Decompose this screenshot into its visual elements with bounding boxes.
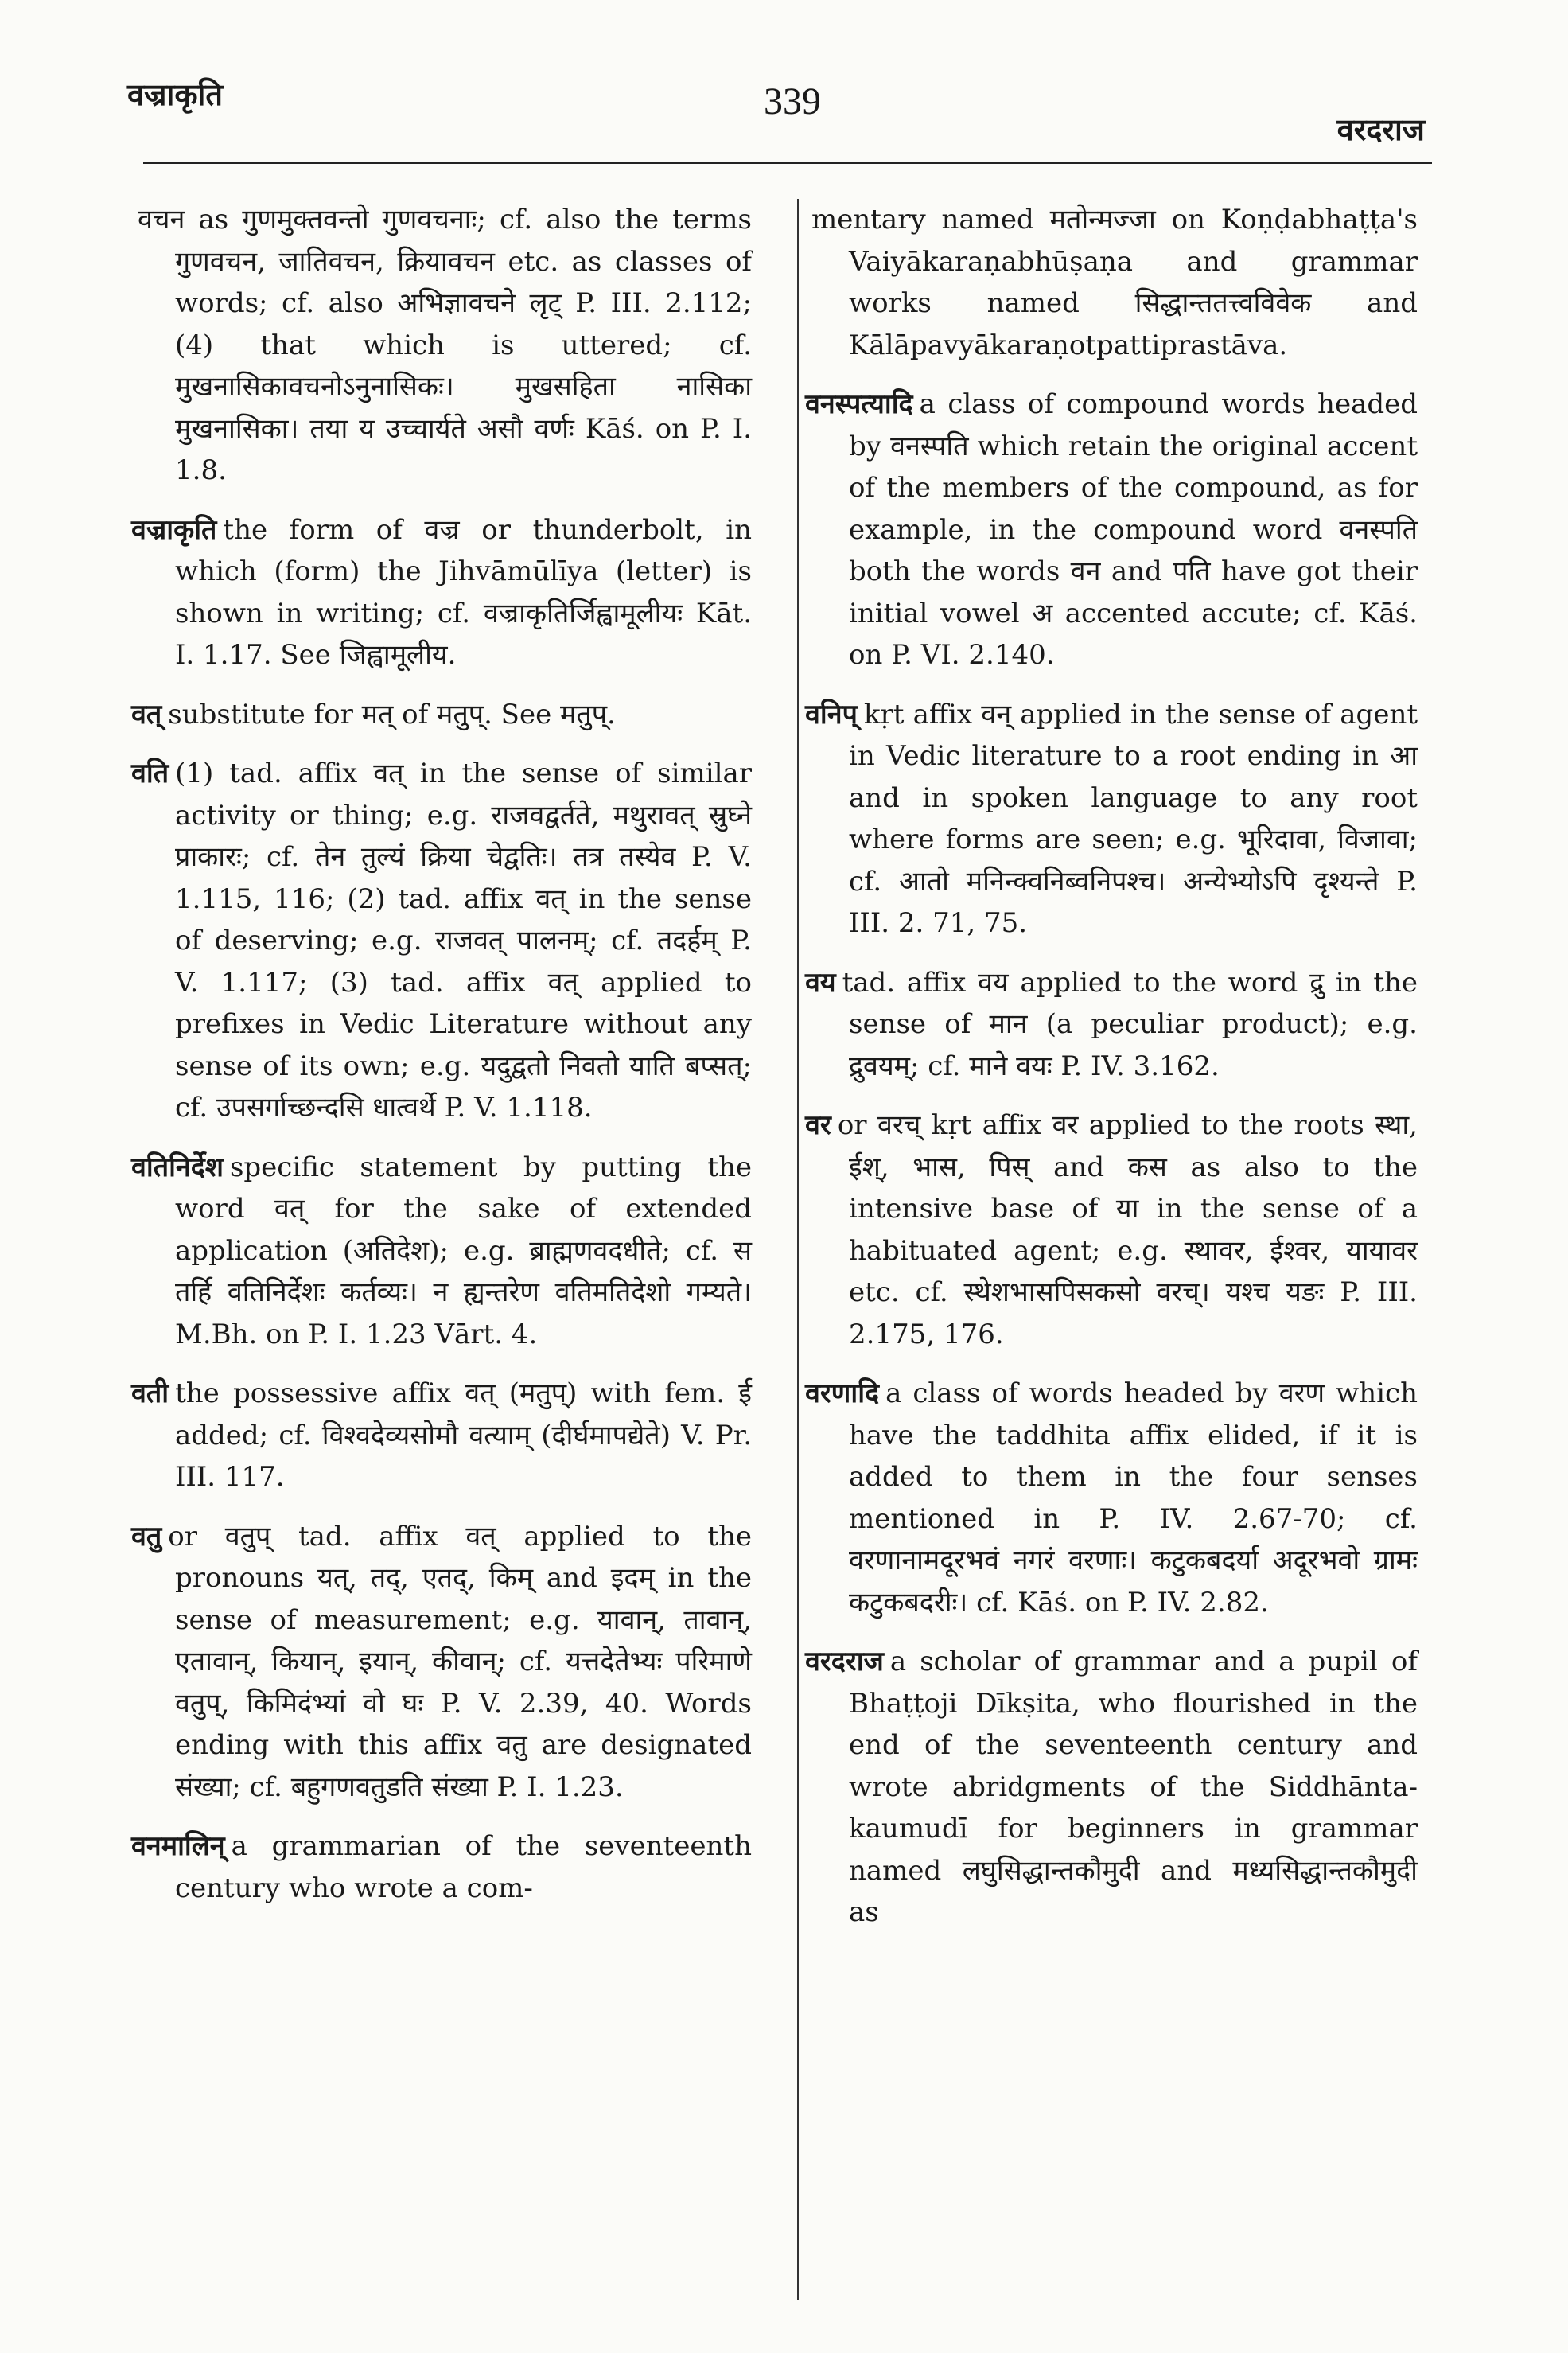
dictionary-entry (131, 199, 752, 492)
entry-text: mentary named मतोन्मज्जा on Koṇḍabhaṭṭa's Vaiyākaraṇabhūṣaṇa and grammar works named सिद्धान्ततत्त्वविवेक and Kālāpavyākaraṇotpattiprastāva. (811, 204, 1418, 361)
entry-text: or वरच् kṛt affix वर applied to the roots स्था, ईश्, भास, पिस् and कस as also to the intensive base of या in the sense of a habituated agent; e.g. स्थावर, ईश्वर, यायावर etc. cf. स्थेशभासपिसकसो वरच्। यश्च यङः P. III. 2.175, 176. (837, 1109, 1418, 1350)
entry-headword: वनस्पत्यादि (805, 388, 913, 420)
right-column (805, 199, 1418, 1951)
dictionary-entry (131, 1373, 752, 1498)
dictionary-entry (131, 1516, 752, 1809)
dictionary-entry (805, 1641, 1418, 1934)
dictionary-entry (805, 199, 1418, 366)
entry-text: (1) tad. affix वत् in the sense of similar activity or thing; e.g. राजवद्वर्तते, मथुरावत् स्रुघ्ने प्राकारः; cf. तेन तुल्यं क्रिया चेद्वतिः। तत्र तस्येव P. V. 1.115, 116; (2) tad. affix वत् in the sense of deserving; e.g. राजवत् पालनम्; cf. तदर्हम् P. V. 1.117; (3) tad. affix वत् applied to prefixes in Vedic Literature without any sense of its own; e.g. यदुद्वतो निवतो याति बप्सत्; cf. उपसर्गाच्छन्दसि धात्वर्थे P. V. 1.118. (175, 758, 752, 1124)
entry-text: specific statement by putting the word वत् for the sake of extended application (अतिदेश); e.g. ब्राह्मणवदधीते; cf. स तर्हि वतिनिर्देशः कर्तव्यः। न ह्यन्तरेण वतिमतिदेशो गम्यते। M.Bh. on P. I. 1.23 Vārt. 4. (175, 1151, 752, 1350)
entry-headword: वय (805, 966, 836, 999)
dictionary-entry (131, 694, 752, 736)
page-header (0, 0, 1568, 159)
dictionary-entry (131, 1825, 752, 1909)
entry-headword: वति (131, 758, 169, 789)
dictionary-entry (805, 1104, 1418, 1355)
header-rule (143, 162, 1432, 164)
entry-text: substitute for मत् of मतुप्. See मतुप्. (168, 698, 616, 730)
dictionary-entry (131, 1147, 752, 1356)
column-divider (797, 199, 799, 2300)
dictionary-entry (805, 1373, 1418, 1623)
entry-text: वचन as गुणमुक्तवन्तो गुणवचनाः; cf. also the terms गुणवचन, जातिवचन, क्रियावचन etc. as classes of words; cf. also अभिज्ञावचने लृट् P. III. 2.112; (4) that which is uttered; cf. मुखनासिकावचनोऽनुनासिकः। मुखसहिता नासिका मुखनासिका। तया य उच्चार्यते असौ वर्णः Kāś. on P. I. 1.8. (138, 204, 752, 486)
entry-headword: वतिनिर्देश (131, 1151, 224, 1183)
entry-headword: वनमालिन् (131, 1830, 225, 1862)
dictionary-entry (131, 509, 752, 676)
entry-headword: वनिप् (805, 698, 858, 730)
entry-text: a class of words headed by वरण which have the taddhita affix elided, if it is added to them in the four senses mentioned in P. IV. 2.67-70; cf. वरणानामदूरभवं नगरं वरणाः। कटुकबदर्या अदूरभवो ग्रामः कटुकबदरीः। cf. Kāś. on P. IV. 2.82. (849, 1377, 1418, 1619)
page-number: 339 (764, 80, 821, 123)
dictionary-entry (805, 384, 1418, 676)
entry-headword: वर (805, 1109, 831, 1141)
entry-text: the possessive affix वत् (मतुप्) with fem. ई added; cf. विश्वदेव्यसोमौ वत्याम् (दीर्घमापद्येते) V. Pr. III. 117. (175, 1377, 752, 1493)
entry-headword: वज्राकृति (131, 513, 217, 546)
dictionary-entry (131, 753, 752, 1129)
entry-headword: वतु (131, 1520, 162, 1552)
entry-text: kṛt affix वन् applied in the sense of agent in Vedic literature to a root ending in आ and in spoken language to any root where forms are seen; e.g. भूरिदावा, विजावा; cf. आतो मनिन्क्वनिब्वनिपश्च। अन्येभ्योऽपि दृश्यन्ते P. III. 2. 71, 75. (849, 698, 1418, 939)
dictionary-entry (805, 694, 1418, 945)
dictionary-entry (805, 962, 1418, 1088)
entry-text: tad. affix वय applied to the word द्रु in the sense of मान (a peculiar product); e.g. द्रुवयम्; cf. माने वयः P. IV. 3.162. (842, 966, 1418, 1082)
entry-headword: वरणादि (805, 1377, 880, 1409)
entry-text: a grammarian of the seventeenth century who wrote a com- (175, 1830, 752, 1904)
header-left-headword: वज्राकृति (127, 76, 224, 112)
entry-headword: वत् (131, 698, 162, 730)
entry-headword: वती (131, 1377, 169, 1409)
left-column (131, 199, 752, 1926)
entry-text: a class of compound words headed by वनस्पति which retain the original accent of the members of the compound, as for example, in the compound word वनस्पति both the words वन and पति have got their initial vowel अ accented accute; cf. Kāś. on P. VI. 2.140. (849, 388, 1418, 671)
entry-text: the form of वज्र or thunderbolt, in which (form) the Jihvāmūlīya (letter) is shown in writing; cf. वज्राकृतिर्जिह्वामूलीयः Kāt. I. 1.17. See जिह्वामूलीय. (175, 513, 752, 671)
entry-text: or वतुप् tad. affix वत् applied to the pronouns यत्, तद्, एतद्, किम् and इदम् in the sense of measurement; e.g. यावान्, तावान्, एतावान्, कियान्, इयान्, कीवान्; cf. यत्तदेतेभ्यः परिमाणे वतुप्, किमिदंभ्यां वो घः P. V. 2.39, 40. Words ending with this affix वतु are designated संख्या; cf. बहुगणवतुडति संख्या P. I. 1.23. (168, 1520, 752, 1803)
entry-text: a scholar of grammar and a pupil of Bhaṭṭoji Dīkṣita, who flourished in the end of the seventeenth century and wrote abridgments of the Siddhānta-kaumudī for beginners in grammar named लघुसिद्धान्तकौमुदी and मध्यसिद्धान्तकौमुदी as (849, 1646, 1418, 1928)
entry-headword: वरदराज (805, 1646, 884, 1677)
header-right-headword: वरदराज (1336, 111, 1425, 147)
